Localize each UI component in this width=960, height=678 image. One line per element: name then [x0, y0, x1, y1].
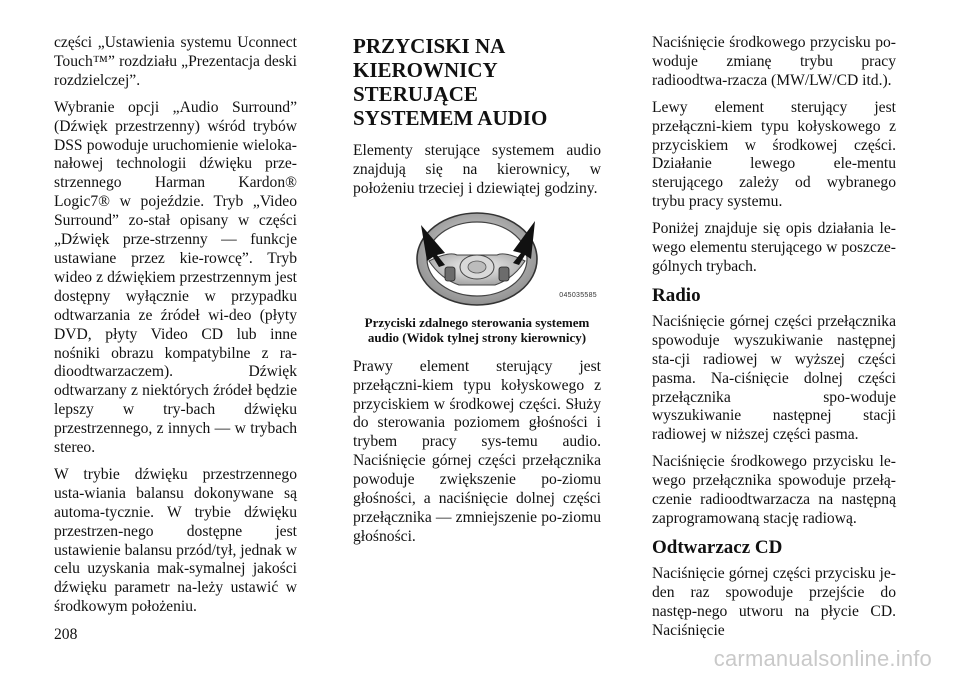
- watermark: carmanualsonline.info: [713, 646, 932, 671]
- paragraph: Wybranie opcji „Audio Surround” (Dźwięk przestrzenny) wśród trybów DSS powoduje uruchomienie wieloka-nałowej technologii dźwięku prze-strzennego Harman Kardon® Logic7® w pojeździe. Tryb „Video Surround” zo-stał opisany w części „Dźwięk prze-strzenny — funkcje ustawiane przez kie-rowcę”. Tryb wideo z dźwiękiem przestrzennym jest dostępny wyłącznie w przypadku odtwarzania ze źródeł wi-deo (płyty DVD, płyty Video CD lub inne nośniki obrazu kompatybilne z ra-dioodtwarzaczem). Dźwięk odtwarzany z niektórych źródeł będzie lepszy w try-bach dźwięku przestrzennego, z innych — w trybach stereo.: [54, 98, 297, 457]
- paragraph: Naciśnięcie górnej części przycisku je-den raz spowoduje przejście do następ-nego utworu na płycie CD. Naciśnięcie: [652, 564, 896, 639]
- paragraph: Naciśnięcie środkowego przycisku po-woduje zmianę trybu pracy radioodtwa-rzacza (MW/LW/CD itd.).: [652, 34, 896, 89]
- paragraph: W trybie dźwięku przestrzennego usta-wiania balansu dokonywane są automa-tycznie. W trybie dźwięku przestrzen-nego dostępne jest ustawienie balansu przód/tył, jednak w celu uzyskania mak-symalnej jakości dźwięku parametr na-leży ustawić w środkowym położeniu.: [54, 465, 297, 616]
- column-left: [54, 34, 297, 625]
- paragraph: Prawy element sterujący jest przełączni-kiem typu kołyskowego z przyciskiem w środkowej części. Służy do sterowania poziomem głośności i trybem pracy sys-temu audio. Naciśnięcie górnej części przełącznika powoduje zwiększenie po-ziomu głośności, a naciśnięcie dolnej części przełącznika — zmniejszenie po-ziomu głośności.: [353, 357, 601, 545]
- column-middle: [353, 34, 601, 555]
- subheading-radio: Radio: [652, 284, 701, 306]
- paragraph: Naciśnięcie środkowego przycisku le-wego przełącznika spowoduje przełą-czenie radioodtwarzacza na następną zaprogramowaną stację radiową.: [652, 453, 896, 527]
- figure-code: 045035585: [559, 291, 597, 299]
- page-number: 208: [54, 626, 78, 643]
- paragraph: części „Ustawienia systemu Uconnect Touch™” rozdziału „Prezentacja deski rozdzielczej”.: [54, 34, 297, 89]
- paragraph: Lewy element sterujący jest przełączni-kiem typu kołyskowego z przyciskiem w środkowej części. Działanie lewego ele-mentu sterującego zależy od wybranego trybu pracy systemu.: [652, 98, 896, 211]
- paragraph: Naciśnięcie górnej części przełącznika spowoduje wyszukiwanie następnej sta-cji radiowej w wyższej części pasma. Na-ciśnięcie dolnej części przełącznika spo-woduje wyszukiwanie następnej stacji radiowej w niższej części pasma.: [652, 312, 896, 444]
- figure-caption: Przyciski zdalnego sterowania systemem audio (Widok tylnej strony kierownicy): [364, 314, 590, 346]
- steering-wheel-figure: [353, 207, 601, 309]
- paragraph: Elementy sterujące systemem audio znajdują się na kierownicy, w położeniu trzeciej i dziewiątej godziny.: [353, 142, 601, 197]
- section-heading: PRZYCISKI NA KIEROWNICY STERUJĄCE SYSTEMEM AUDIO: [353, 34, 548, 130]
- paragraph: Poniżej znajduje się opis działania le-wego elementu sterującego w poszcze-gólnych trybach.: [652, 220, 896, 275]
- subheading-cd-player: Odtwarzacz CD: [652, 536, 783, 558]
- column-right: [652, 34, 896, 648]
